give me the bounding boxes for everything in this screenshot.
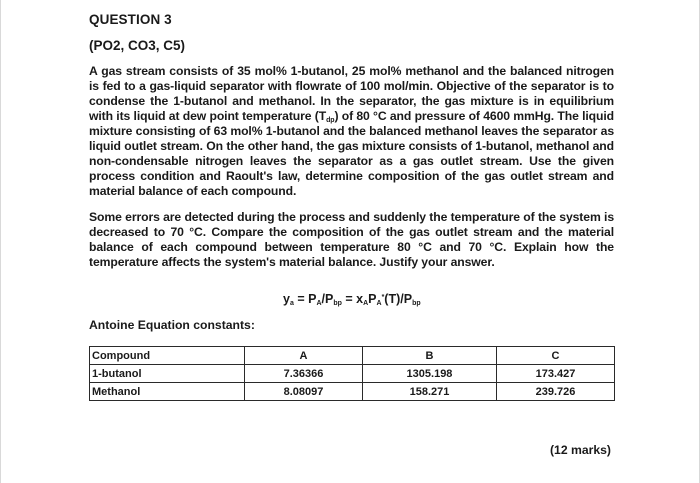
question-title: QUESTION 3 [89,12,172,27]
cell-c: 239.726 [497,383,615,401]
raoult-equation [283,292,421,306]
eq-y: y [283,292,290,306]
header-b: B [362,347,496,365]
eq-sub-a: a [289,300,294,307]
eq-sub-A2: A [363,300,369,307]
problem-statement-paragraph [89,64,614,199]
cell-a: 8.08097 [245,383,363,401]
eq-sub-bp2: bp [412,300,421,307]
table-header-row [90,347,615,365]
eq-part2: /P [321,292,334,306]
header-c: C [497,347,615,365]
eq-sub-A1: A [316,300,322,307]
eq-part1: = P [293,292,317,306]
question-outcomes: (PO2, CO3, C5) [89,38,186,53]
header-a: A [245,347,363,365]
antoine-constants-table [89,346,615,401]
error-scenario-paragraph: Some errors are detected during the process and suddenly the temperature of the system is decreased to 70 °C. Compare the composition of the gas outlet stream and the material balance of each compound between temperature 80 °C and 70 °C. Explain how the temperature affects the system's material balance. Justify your answer. [89,210,614,269]
table-row [90,383,615,401]
paragraph1-part1: A gas stream consists of 35 mol% 1-butanol, 25 mol% methanol and the balanced nitrogen is fed to a gas-liquid separator with flowrate of 100 mol/min. Objective of the separator is to condense the 1-butanol and methanol. In the separator, the gas mixture is in equilibrium with its liquid at dew point temperature (T [89,64,614,123]
table-row [90,365,615,383]
cell-c: 173.427 [497,365,615,383]
tdp-subscript: dp [326,117,335,124]
cell-b: 1305.198 [362,365,496,383]
eq-part5: (T)/P [384,292,413,306]
cell-compound: Methanol [90,383,245,401]
paragraph1-part2: ) of 80 °C and pressure of 4600 mmHg. The liquid mixture consisting of 63 mol% 1-butanol and the balanced methanol leaves the separator as liquid outlet stream. On the other hand, the gas mixture consists of 1-butanol, methanol and non-condensable nitrogen leaves the separator as a gas outlet stream. Use the given process condition and Raoult's law, determine composition of the gas outlet stream and material balance of each compound. [89,109,614,198]
eq-sub-A3: A [376,300,382,307]
eq-sub-bp1: bp [333,300,342,307]
eq-part3: = x [341,292,364,306]
cell-compound: 1-butanol [90,365,245,383]
marks-label: (12 marks) [550,443,611,457]
cell-a: 7.36366 [245,365,363,383]
header-compound: Compound [90,347,245,365]
cell-b: 158.271 [362,383,496,401]
eq-sup-star: * [381,294,385,301]
eq-part4: P [368,292,377,306]
antoine-constants-label: Antoine Equation constants: [89,318,255,332]
